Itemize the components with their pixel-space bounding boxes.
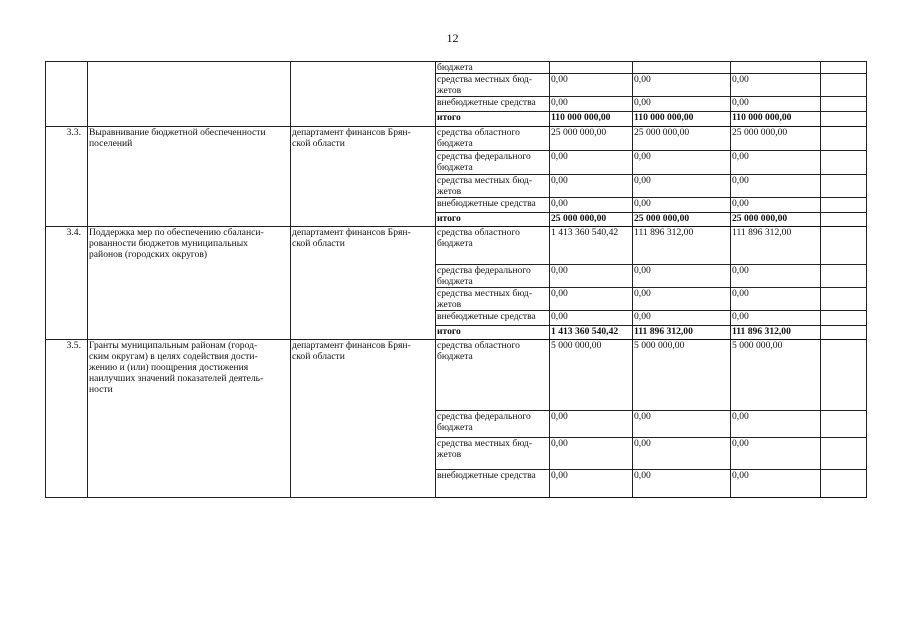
amount-cell: 0,00 [731,265,821,288]
empty-cell [821,127,867,151]
amount-cell: 0,00 [550,198,633,213]
empty-cell [821,151,867,175]
page-number: 12 [446,31,459,45]
empty-cell [821,112,867,127]
amount-cell: 111 896 312,00 [633,227,731,265]
empty-cell [821,438,867,470]
amount-cell: 1 413 360 540,42 [550,227,633,265]
amount-cell: 0,00 [633,151,731,175]
amount-cell: 0,00 [550,288,633,311]
empty-cell [821,62,867,74]
empty-cell [821,213,867,227]
funding-source: средства федерального бюджета [436,411,550,438]
amount-cell: 0,00 [633,288,731,311]
amount-cell: 0,00 [731,97,821,112]
amount-cell: 0,00 [633,74,731,97]
empty-cell [821,340,867,411]
funding-source: средства федерального бюджета [436,265,550,288]
funding-source: средства местных бюд- жетов [436,438,550,470]
amount-cell: 0,00 [731,198,821,213]
empty-cell [821,470,867,498]
funding-source: средства федерального бюджета [436,151,550,175]
amount-cell [550,62,633,74]
amount-cell [731,62,821,74]
amount-cell: 111 896 312,00 [633,326,731,340]
table-row [46,340,867,411]
empty-cell [821,288,867,311]
amount-cell: 0,00 [550,151,633,175]
amount-cell: 0,00 [550,175,633,198]
item-executor: департамент финансов Брян- ской области [291,127,436,227]
funding-source: итого [436,326,550,340]
budget-table [45,61,867,498]
amount-cell [633,62,731,74]
empty-cell [821,74,867,97]
amount-cell: 0,00 [731,151,821,175]
amount-cell: 25 000 000,00 [731,213,821,227]
amount-cell: 0,00 [550,438,633,470]
funding-source: средства местных бюд- жетов [436,288,550,311]
table-row [46,227,867,265]
amount-cell: 0,00 [633,411,731,438]
funding-source: внебюджетные средства [436,198,550,213]
amount-cell: 0,00 [731,288,821,311]
amount-cell: 0,00 [633,175,731,198]
amount-cell: 25 000 000,00 [633,213,731,227]
amount-cell: 0,00 [550,311,633,326]
item-executor: департамент финансов Брян- ской области [291,340,436,498]
amount-cell: 111 896 312,00 [731,326,821,340]
empty-cell [821,227,867,265]
table-body [46,62,867,498]
amount-cell: 110 000 000,00 [731,112,821,127]
amount-cell: 0,00 [633,265,731,288]
amount-cell: 0,00 [550,470,633,498]
amount-cell: 5 000 000,00 [550,340,633,411]
funding-source: бюджета [436,62,550,74]
amount-cell: 5 000 000,00 [633,340,731,411]
item-name: Выравнивание бюджетной обеспеченности поселений [88,127,291,227]
table-row [46,127,867,151]
item-number: 3.5. [46,340,88,498]
empty-cell [821,311,867,326]
funding-source: средства местных бюд- жетов [436,74,550,97]
amount-cell: 0,00 [731,470,821,498]
amount-cell: 25 000 000,00 [550,213,633,227]
funding-source: внебюджетные средства [436,470,550,498]
amount-cell: 0,00 [550,411,633,438]
amount-cell: 25 000 000,00 [633,127,731,151]
amount-cell: 0,00 [550,74,633,97]
amount-cell: 0,00 [731,74,821,97]
item-number: 3.4. [46,227,88,340]
amount-cell: 25 000 000,00 [731,127,821,151]
amount-cell: 110 000 000,00 [633,112,731,127]
empty-cell [821,175,867,198]
amount-cell: 111 896 312,00 [731,227,821,265]
item-executor [291,62,436,127]
amount-cell: 0,00 [731,411,821,438]
amount-cell: 5 000 000,00 [731,340,821,411]
amount-cell: 1 413 360 540,42 [550,326,633,340]
table-row [46,62,867,74]
amount-cell: 0,00 [633,311,731,326]
amount-cell: 0,00 [550,97,633,112]
empty-cell [821,97,867,112]
empty-cell [821,326,867,340]
item-number [46,62,88,127]
funding-source: средства областного бюджета [436,227,550,265]
amount-cell: 0,00 [731,311,821,326]
amount-cell: 25 000 000,00 [550,127,633,151]
empty-cell [821,198,867,213]
amount-cell: 0,00 [731,175,821,198]
funding-source: внебюджетные средства [436,97,550,112]
funding-source: внебюджетные средства [436,311,550,326]
funding-source: средства областного бюджета [436,127,550,151]
funding-source: итого [436,213,550,227]
amount-cell: 110 000 000,00 [550,112,633,127]
funding-source: средства областного бюджета [436,340,550,411]
item-name: Поддержка мер по обеспечению сбаланси- рованности бюджетов муниципальных районов (городских округов) [88,227,291,340]
funding-source: средства местных бюд- жетов [436,175,550,198]
amount-cell: 0,00 [731,438,821,470]
amount-cell: 0,00 [550,265,633,288]
item-executor: департамент финансов Брян- ской области [291,227,436,340]
amount-cell: 0,00 [633,438,731,470]
empty-cell [821,265,867,288]
empty-cell [821,411,867,438]
amount-cell: 0,00 [633,198,731,213]
item-name: Гранты муниципальным районам (город- ским округам) в целях содействия дости- жению и (или) поощрения достижения наилучших значений показателей деятель- ности [88,340,291,498]
funding-source: итого [436,112,550,127]
amount-cell: 0,00 [633,97,731,112]
amount-cell: 0,00 [633,470,731,498]
item-number: 3.3. [46,127,88,227]
item-name [88,62,291,127]
